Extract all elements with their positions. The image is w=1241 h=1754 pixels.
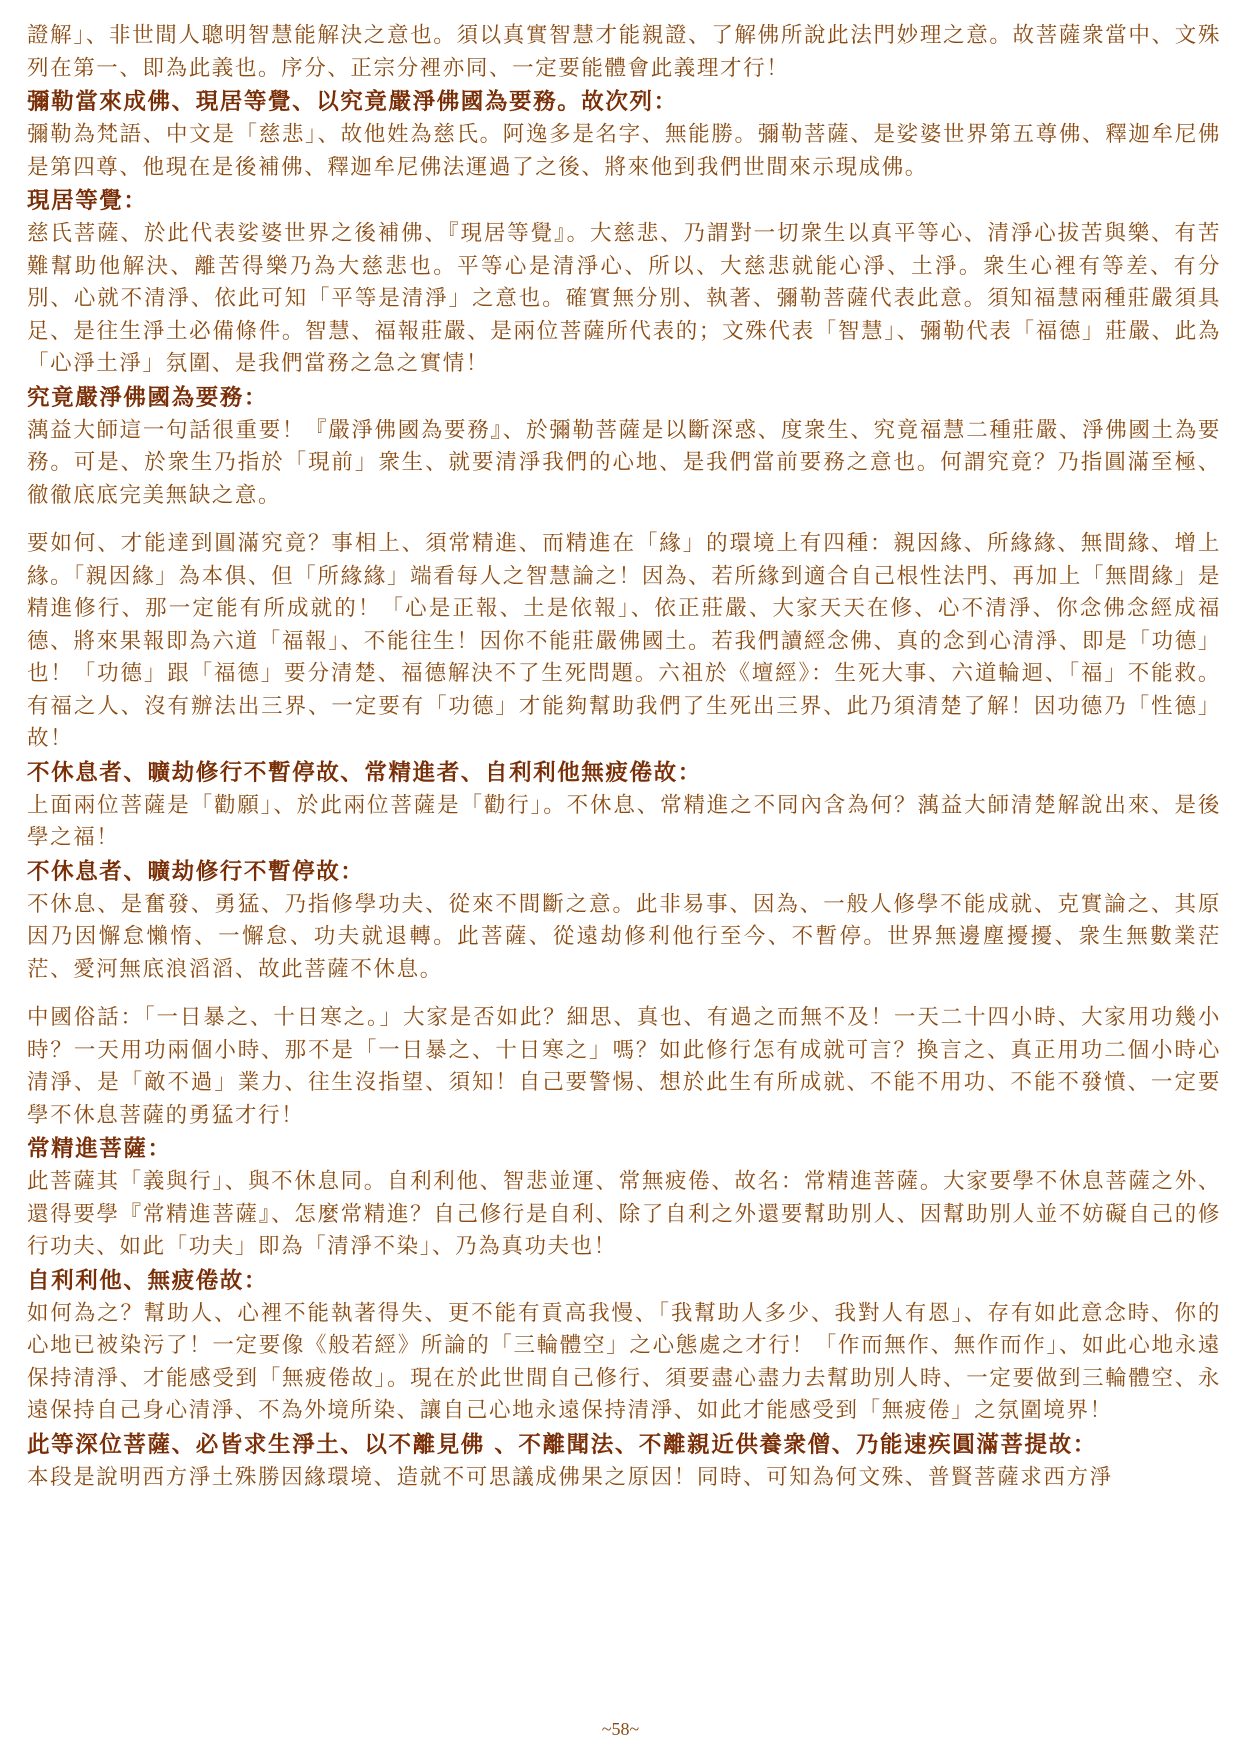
section-heading: 不休息者、曠劫修行不暫停故、常精進者、自利利他無疲倦故： <box>27 759 702 786</box>
section-heading: 不休息者、曠劫修行不暫停故： <box>27 858 365 885</box>
body-paragraph: 上面兩位菩薩是「勸願」、於此兩位菩薩是「勸行」。不休息、常精進之不同內含為何？蕅益大師清楚解說出來、是後學之福！ <box>27 792 1221 850</box>
section-heading: 常精進菩薩： <box>27 1136 172 1162</box>
body-paragraph: 不休息、是奮發、勇猛、乃指修學功夫、從來不間斷之意。此非易事、因為、一般人修學不能成就、克實論之、其原因乃因懈怠懶惰、一懈怠、功夫就退轉。此菩薩、從遠劫修利他行至今、不暫停。世界無邊塵擾擾、衆生無數業茫茫、愛河無底浪滔滔、故此菩薩不休息。 <box>27 891 1221 982</box>
paragraph-gap <box>27 512 1221 528</box>
body-paragraph: 蕅益大師這一句話很重要！『嚴淨佛國為要務』、於彌勒菩薩是以斷深惑、度衆生、究竟福慧二種莊嚴、淨佛國土為要務。可是、於衆生乃指於「現前」衆生、就要清淨我們的心地、是我們當前要務之意也。何謂究竟？乃指圓滿至極、徹徹底底完美無缺之意。 <box>27 417 1221 508</box>
paragraph-gap <box>27 986 1221 1002</box>
body-paragraph: 此菩薩其「義與行」、與不休息同。自利利他、智悲並運、常無疲倦、故名：常精進菩薩。大家要學不休息菩薩之外、還得要學『常精進菩薩』、怎麼常精進？自己修行是自利、除了自利之外還要幫助別人、因幫助別人並不妨礙自己的修行功夫、如此「功夫」即為「清淨不染」、乃為真功夫也！ <box>27 1169 1221 1259</box>
section-heading: 自利利他、無疲倦故： <box>27 1267 269 1294</box>
section-heading: 現居等覺： <box>27 188 148 214</box>
section-heading: 彌勒當來成佛、現居等覺、以究竟嚴淨佛國為要務。故次列： <box>27 89 678 115</box>
body-paragraph: 慈氏菩薩、於此代表娑婆世界之後補佛、『現居等覺』。大慈悲、乃謂對一切衆生以真平等心、清淨心拔苦與樂、有苦難幫助他解決、離苦得樂乃為大慈悲也。平等心是清淨心、所以、大慈悲就能心淨、土淨。衆生心裡有等差、有分別、心就不清淨、依此可知「平等是清淨」之意也。確實無分別、執著、彌勒菩薩代表此意。須知福慧兩種莊嚴須具足、是往生淨土必備條件。智慧、福報莊嚴、是兩位菩薩所代表的；文殊代表「智慧」、彌勒代表「福德」莊嚴、此為「心淨土淨」氛圍、是我們當務之急之實情！ <box>27 221 1221 376</box>
body-paragraph: 彌勒為梵語、中文是「慈悲」、故他姓為慈氏。阿逸多是名字、無能勝。彌勒菩薩、是娑婆世界第五尊佛、釋迦牟尼佛是第四尊、他現在是後補佛、釋迦牟尼佛法運過了之後、將來他到我們世間來示現成佛。 <box>27 122 1221 180</box>
body-paragraph: 本段是說明西方淨土殊勝因緣環境、造就不可思議成佛果之原因！同時、可知為何文殊、普賢菩薩求西方淨 <box>27 1464 1113 1490</box>
body-paragraph: 如何為之？幫助人、心裡不能執著得失、更不能有貢高我慢、「我幫助人多少、我對人有恩」、存有如此意念時、你的心地已被染污了！一定要像《般若經》所論的「三輪體空」之心態處之才行！「作而無作、無作而作」、如此心地永遠保持清淨、才能感受到「無疲倦故」。現在於此世間自己修行、須要盡心盡力去幫助別人時、一定要做到三輪體空、永遠保持自己身心清淨、不為外境所染、讓自己心地永遠保持清淨、如此才能感受到「無疲倦」之氛圍境界！ <box>27 1300 1221 1423</box>
document-page <box>27 20 1221 1494</box>
body-paragraph: 中國俗話：「一日暴之、十日寒之。」大家是否如此？細思、真也、有過之而無不及！一天二十四小時、大家用功幾小時？一天用功兩個小時、那不是「一日暴之、十日寒之」嗎？如此修行怎有成就可言？換言之、真正用功二個小時心清淨、是「敵不過」業力、往生沒指望、須知！自己要警惕、想於此生有所成就、不能不用功、不能不發憤、一定要學不休息菩薩的勇猛才行！ <box>27 1005 1221 1128</box>
body-paragraph: 要如何、才能達到圓滿究竟？事相上、須常精進、而精進在「緣」的環境上有四種：親因緣、所緣緣、無間緣、增上緣。「親因緣」為本俱、但「所緣緣」端看每人之智慧論之！因為、若所緣到適合自己根性法門、再加上「無間緣」是精進修行、那一定能有所成就的！「心是正報、土是依報」、依正莊嚴、大家天天在修、心不清淨、你念佛念經成福德、將來果報即為六道「福報」、不能往生！因你不能莊嚴佛國土。若我們讀經念佛、真的念到心清淨、即是「功德」也！「功德」跟「福德」要分清楚、福德解決不了生死問題。六祖於《壇經》：生死大事、六道輪迴、「福」不能救。有福之人、沒有辦法出三界、一定要有「功德」才能夠幫助我們了生死出三界、此乃須清楚了解！因功德乃「性德」故！ <box>27 531 1221 751</box>
body-paragraph: 證解」、非世間人聰明智慧能解決之意也。須以真實智慧才能親證、了解佛所說此法門妙理之意。故菩薩衆當中、文殊列在第一、即為此義也。序分、正宗分裡亦同、一定要能體會此義理才行！ <box>27 23 1221 81</box>
section-heading: 此等深位菩薩、必皆求生淨土、以不離見佛 、不離聞法、不離親近供養衆僧、乃能速疾圓滿菩提故： <box>27 1431 1097 1458</box>
page-number: ~58~ <box>601 1719 640 1739</box>
section-heading: 究竟嚴淨佛國為要務： <box>27 384 269 411</box>
